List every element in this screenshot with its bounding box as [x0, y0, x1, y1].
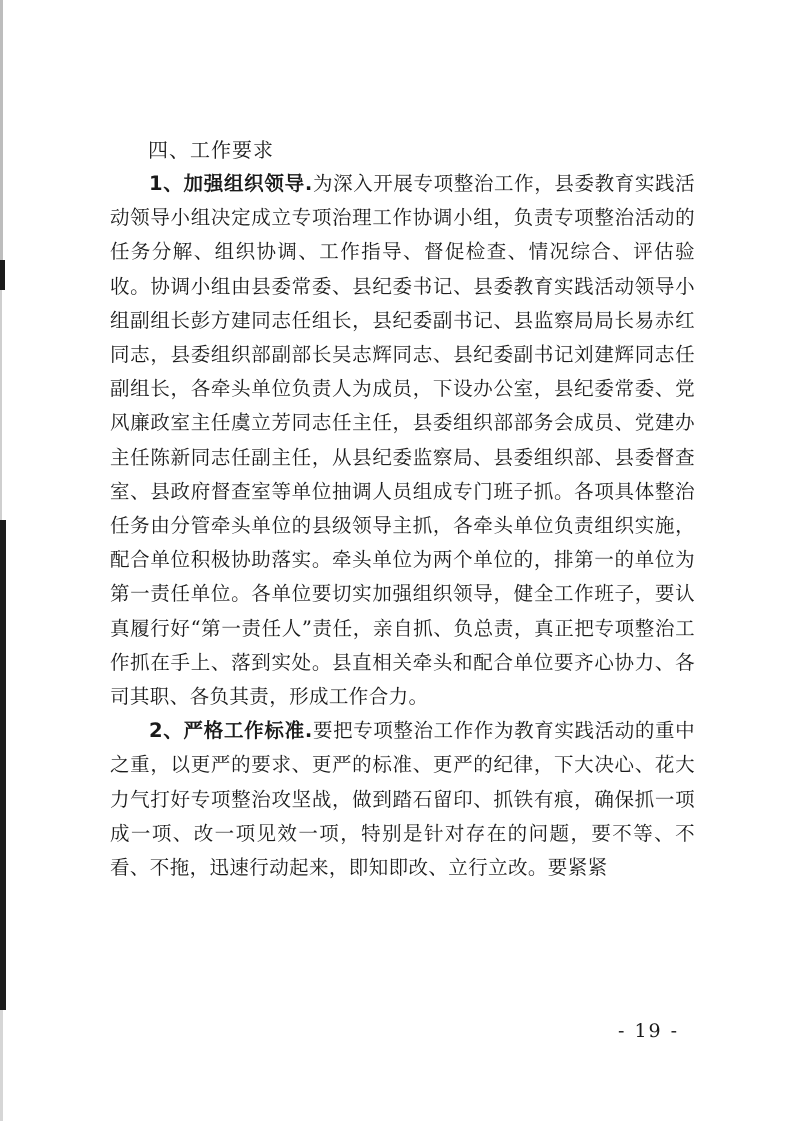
paragraph-work-standards: [110, 714, 695, 885]
paragraph-lead: 1、加强组织领导.: [149, 172, 313, 195]
section-heading: 四、工作要求: [148, 138, 274, 162]
document-page: [110, 133, 695, 885]
paragraph-lead: 2、严格工作标准.: [149, 719, 313, 743]
paragraph-body: 要把专项整治工作作为教育实践活动的重中之重，以更严的要求、更严的标准、更严的纪律，下大决心、花大力气打好专项整治攻坚战，做到踏石留印、抓铁有痕，确保抓一项成一项、改一项见效一项，特别是针对存在的问题，要不等、不看、不拖，迅速行动起来，即知即改、立行立改。要紧紧: [110, 719, 695, 880]
page-number: - 19 -: [618, 1020, 680, 1042]
paragraph-organization-leadership: [110, 167, 695, 714]
scan-edge-artifact: [0, 1010, 3, 1121]
paragraph-body: 为深入开展专项整治工作，县委教育实践活动领导小组决定成立专项治理工作协调小组，负责专项整治活动的任务分解、组织协调、工作指导、督促检查、情况综合、评估验收。协调小组由县委常委、县纪委书记、县委教育实践活动领导小组副组长彭方建同志任组长，县纪委副书记、县监察局局长易赤红同志，县委组织部副部长吴志辉同志、县纪委副书记刘建辉同志任副组长，各牵头单位负责人为成员，下设办公室，县纪委常委、党风廉政室主任虞立芳同志任主任，县委组织部部务会成员、党建办主任陈新同志任副主任，从县纪委监察局、县委组织部、县委督查室、县政府督查室等单位抽调人员组成专门班子抓。各项具体整治任务由分管牵头单位的县级领导主抓，各牵头单位负责组织实施，配合单位积极协助落实。牵头单位为两个单位的，排第一的单位为第一责任单位。各单位要切实加强组织领导，健全工作班子，要认真履行好“第一责任人”责任，亲自抓、负总责，真正把专项整治工作抓在手上、落到实处。县直相关牵头和配合单位要齐心协力、各司其职、各负其责，形成工作合力。: [110, 172, 695, 709]
scan-edge-artifact: [0, 520, 6, 1010]
scan-edge-artifact: [0, 260, 5, 290]
scan-edge-artifact: [0, 0, 3, 260]
scan-edge-artifact: [0, 290, 2, 520]
